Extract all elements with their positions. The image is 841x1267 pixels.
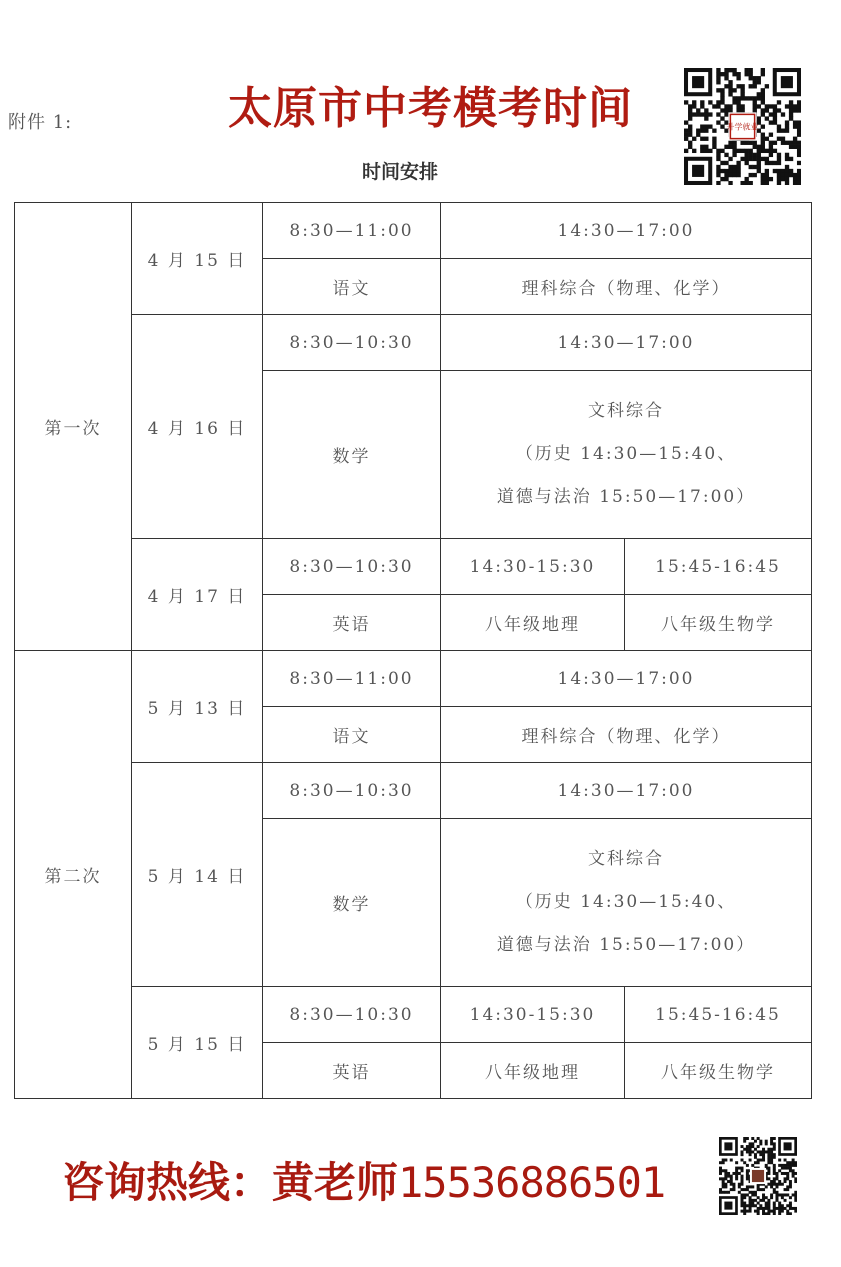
morning-time: 8:30—10:30: [263, 315, 441, 371]
page-title: 太原市中考模考时间: [228, 83, 633, 134]
morning-subject: 英语: [263, 1043, 441, 1099]
exam-date: 4 月 16 日: [132, 315, 263, 539]
afternoon-subject-block: [441, 819, 812, 987]
afternoon-subject-line: 文科综合: [588, 849, 664, 869]
afternoon-time: 14:30—17:00: [441, 315, 812, 371]
table-row: [15, 763, 812, 819]
morning-time: 8:30—11:00: [263, 651, 441, 707]
consult-hotline: [62, 1150, 665, 1210]
afternoon-subject: 八年级地理: [441, 595, 625, 651]
morning-time: 8:30—10:30: [263, 763, 441, 819]
exam-date: 5 月 15 日: [132, 987, 263, 1099]
attachment-label: 附件 1:: [8, 112, 73, 133]
afternoon-subject-line: （历史 14:30—15:40、: [515, 444, 737, 464]
morning-subject: 英语: [263, 595, 441, 651]
afternoon-subject: 八年级地理: [441, 1043, 625, 1099]
exam-date: 4 月 17 日: [132, 539, 263, 651]
afternoon-subject: 理科综合（物理、化学）: [441, 259, 812, 315]
hotline-phone: 15536886501: [398, 1158, 666, 1207]
page-subtitle: 时间安排: [362, 161, 439, 183]
morning-subject: 数学: [263, 371, 441, 539]
round-label: 第二次: [15, 651, 132, 1099]
qr-code-icon: [719, 1137, 797, 1215]
exam-date: 5 月 13 日: [132, 651, 263, 763]
exam-date: 5 月 14 日: [132, 763, 263, 987]
afternoon-time: 15:45-16:45: [625, 539, 812, 595]
morning-time: 8:30—10:30: [263, 987, 441, 1043]
afternoon-subject-block: [441, 371, 812, 539]
table-row: [15, 987, 812, 1043]
table-row: [15, 651, 812, 707]
afternoon-time: 14:30—17:00: [441, 203, 812, 259]
table-row: [15, 539, 812, 595]
afternoon-subject-line: 道德与法治 15:50—17:00）: [496, 487, 756, 507]
svg-text:升学就业: 升学就业: [726, 122, 759, 132]
table-row: [15, 315, 812, 371]
qr-code-icon: [684, 68, 801, 185]
hotline-label: 咨询热线：黄老师: [62, 1158, 399, 1207]
morning-time: 8:30—10:30: [263, 539, 441, 595]
afternoon-subject: 八年级生物学: [625, 595, 812, 651]
morning-subject: 数学: [263, 819, 441, 987]
schedule-table: [14, 202, 812, 1099]
morning-subject: 语文: [263, 707, 441, 763]
table-row: [15, 203, 812, 259]
afternoon-subject-line: 道德与法治 15:50—17:00）: [496, 935, 756, 955]
morning-time: 8:30—11:00: [263, 203, 441, 259]
afternoon-subject: 理科综合（物理、化学）: [441, 707, 812, 763]
afternoon-time: 14:30—17:00: [441, 763, 812, 819]
morning-subject: 语文: [263, 259, 441, 315]
afternoon-time: 14:30-15:30: [441, 539, 625, 595]
round-label: 第一次: [15, 203, 132, 651]
exam-date: 4 月 15 日: [132, 203, 263, 315]
afternoon-subject-line: 文科综合: [588, 401, 664, 421]
afternoon-time: 14:30-15:30: [441, 987, 625, 1043]
afternoon-subject-line: （历史 14:30—15:40、: [515, 892, 737, 912]
afternoon-time: 15:45-16:45: [625, 987, 812, 1043]
afternoon-time: 14:30—17:00: [441, 651, 812, 707]
afternoon-subject: 八年级生物学: [625, 1043, 812, 1099]
